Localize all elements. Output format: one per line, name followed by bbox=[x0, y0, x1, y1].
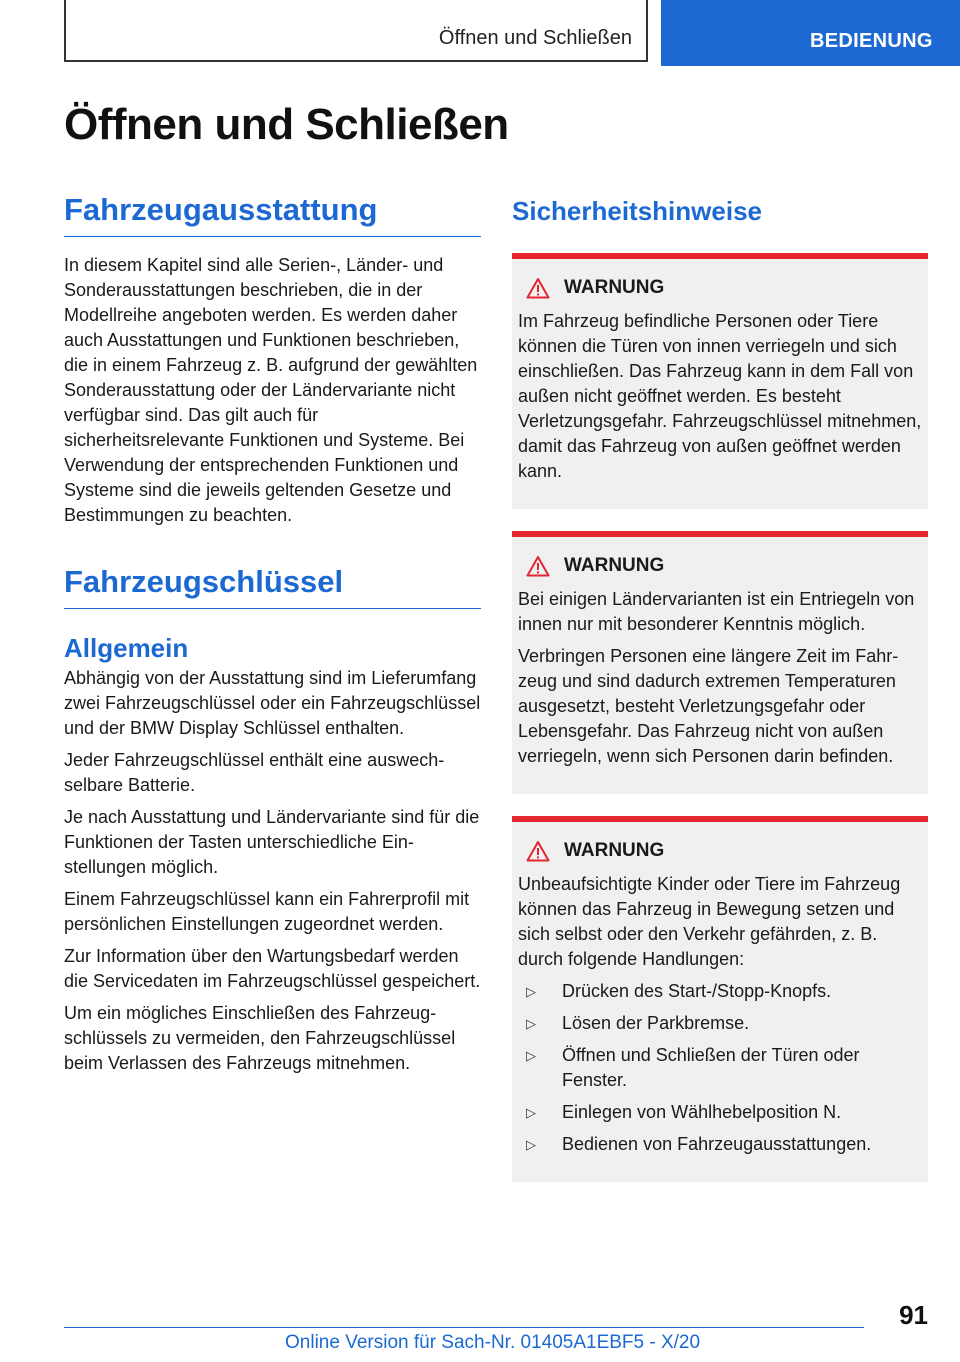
list-item bbox=[518, 1132, 922, 1157]
list-item bbox=[518, 1100, 922, 1125]
page-title: Öffnen und Schließen bbox=[64, 100, 509, 149]
warning-triangle-icon bbox=[526, 277, 550, 299]
warning-text: Unbeaufsichtigte Kinder oder Tiere im Fahrzeug können das Fahrzeug in Bewegung setzen und sich selbst oder den Verkehr gefährden, z. B. durch folgende Handlungen: bbox=[518, 874, 901, 969]
header-section-title: Öffnen und Schließen bbox=[438, 27, 632, 49]
action-list bbox=[518, 979, 922, 1157]
header-section-box bbox=[64, 0, 648, 62]
triangle-right-icon: ▷ bbox=[526, 1048, 536, 1063]
list-item bbox=[518, 979, 922, 1004]
left-column bbox=[64, 192, 481, 1083]
warning-text: Verbringen Personen eine längere Zeit im Fahrzeug und sind dadurch extremen Temperaturen ausgesetzt, besteht Verletzungsgefahr oder Lebensgefahr. Das Fahrzeug nicht von außen verriegeln, wenn sich Personen darin befinden. bbox=[518, 646, 899, 766]
heading-sicherheitshinweise: Sicherheitshinweise bbox=[512, 196, 762, 226]
paragraph-allgemein: Einem Fahrzeugschlüssel kann ein Fahrerprofil mit persönlichen Einstellungen zugeordnet werden. bbox=[64, 889, 470, 934]
list-item-text: Bedienen von Fahrzeugausstattungen. bbox=[562, 1134, 872, 1154]
warning-title bbox=[518, 277, 922, 299]
warning-box bbox=[512, 531, 928, 794]
paragraph-allgemein: Um ein mögliches Einschließen des Fahrzeugschlüssels zu vermeiden, den Fahrzeugschlüssel beim Verlassen des Fahrzeugs mitnehmen. bbox=[64, 1003, 456, 1073]
warning-box bbox=[512, 816, 928, 1182]
warning-triangle-icon bbox=[526, 555, 550, 577]
warning-label: WARNUNG bbox=[564, 555, 665, 576]
triangle-right-icon: ▷ bbox=[526, 984, 536, 999]
list-item-text: Öffnen und Schließen der Türen oder Fenster. bbox=[562, 1045, 860, 1090]
warning-text: Bei einigen Ländervarianten ist ein Entriegeln von innen nur mit besonderer Kenntnis möglich. bbox=[518, 589, 915, 634]
paragraph-ausstattung: In diesem Kapitel sind alle Serien-, Länder- und Sonderausstattungen beschrieben, die in der Modellreihe angeboten werden. Es werden daher auch Ausstattungen und Funktionen beschrieben, die in einem Fahrzeug z. B. aufgrund der gewählten Sonderausstattung oder der Ländervariante nicht verfügbar sind. Das gilt auch für sicherheitsrelevante Funktionen und Systeme. Bei Verwendung der entsprechenden Funktionen und Systeme sind die jeweils geltenden Gesetze und Bestimmungen zu beachten. bbox=[64, 255, 478, 525]
triangle-right-icon: ▷ bbox=[526, 1137, 536, 1152]
list-item-text: Lösen der Parkbremse. bbox=[562, 1013, 750, 1033]
list-item-text: Einlegen von Wählhebelposition N. bbox=[562, 1102, 842, 1122]
header-chapter-tab bbox=[661, 0, 960, 66]
warning-triangle-icon bbox=[526, 840, 550, 862]
paragraph-allgemein: Jeder Fahrzeugschlüssel enthält eine auswechselbare Batterie. bbox=[64, 750, 445, 795]
triangle-right-icon: ▷ bbox=[526, 1016, 536, 1031]
warning-text: Im Fahrzeug befindliche Personen oder Tiere können die Türen von innen verriegeln und sich einschließen. Das Fahrzeug kann in dem Fall von außen nicht geöffnet werden. Es besteht Verletzungsgefahr. Fahrzeugschlüssel mitnehmen, damit das Fahrzeug von außen geöffnet werden kann. bbox=[518, 311, 922, 481]
warning-label: WARNUNG bbox=[564, 277, 665, 298]
triangle-right-icon: ▷ bbox=[526, 1105, 536, 1120]
warning-title bbox=[518, 555, 922, 577]
paragraph-allgemein: Zur Information über den Wartungsbedarf werden die Servicedaten im Fahrzeugschlüssel gespeichert. bbox=[64, 946, 481, 991]
header-chapter-label: BEDIENUNG bbox=[810, 30, 933, 52]
list-item bbox=[518, 1011, 922, 1036]
page-number: 91 bbox=[899, 1300, 928, 1330]
heading-fahrzeugschluessel: Fahrzeugschlüssel bbox=[64, 564, 481, 609]
right-column bbox=[512, 192, 928, 1182]
warning-title bbox=[518, 840, 922, 862]
footer-divider bbox=[64, 1327, 864, 1328]
heading-allgemein: Allgemein bbox=[64, 633, 189, 663]
warning-label: WARNUNG bbox=[564, 840, 665, 861]
paragraph-allgemein: Abhängig von der Ausstattung sind im Lieferumfang zwei Fahrzeugschlüssel oder ein Fahrzeugschlüssel und der BMW Display Schlüssel enthalten. bbox=[64, 668, 481, 738]
paragraph-allgemein: Je nach Ausstattung und Ländervariante sind für die Funktionen der Tasten unterschiedliche Einstellungen möglich. bbox=[64, 807, 480, 877]
footer-version-text: Online Version für Sach-Nr. 01405A1EBF5 - X/20 bbox=[285, 1332, 701, 1353]
list-item bbox=[518, 1043, 922, 1093]
heading-fahrzeugausstattung: Fahrzeugausstattung bbox=[64, 192, 481, 237]
list-item-text: Drücken des Start-/Stopp-Knopfs. bbox=[562, 981, 832, 1001]
warning-box bbox=[512, 253, 928, 509]
